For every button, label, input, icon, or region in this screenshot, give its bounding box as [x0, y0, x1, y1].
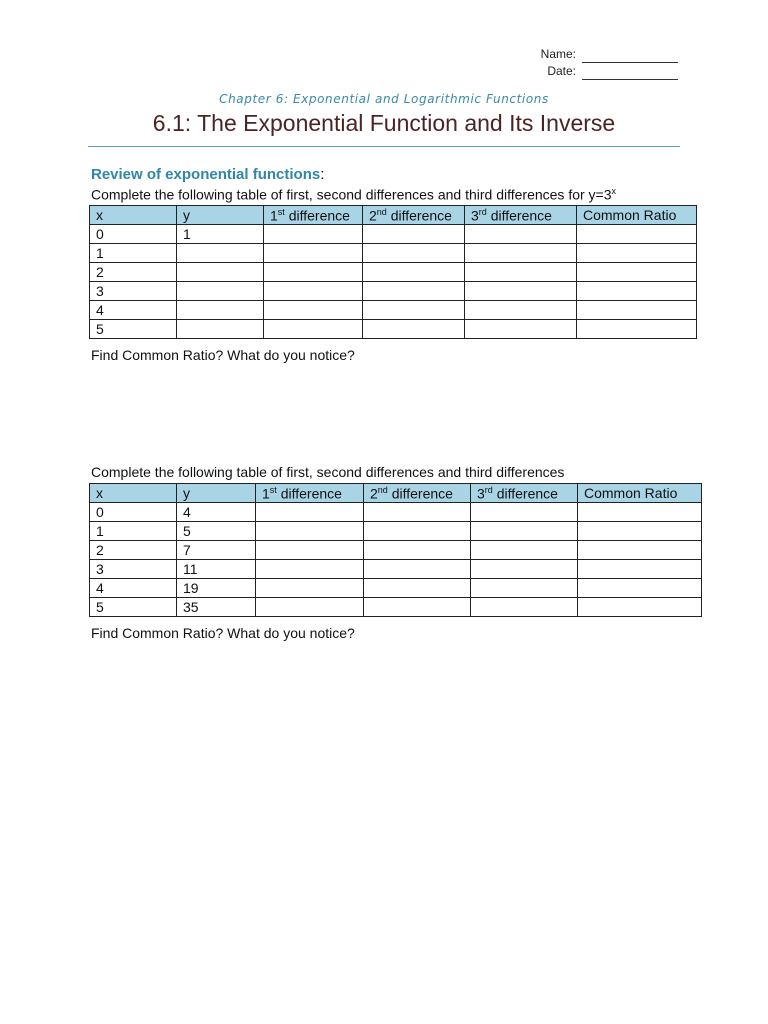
table-row — [90, 244, 697, 263]
cell-third-difference[interactable] — [465, 263, 577, 282]
col-header-common-ratio: Common Ratio — [577, 206, 697, 225]
cell-y[interactable] — [177, 320, 264, 339]
cell-y[interactable] — [177, 244, 264, 263]
cell-second-difference[interactable] — [363, 244, 465, 263]
cell-common-ratio[interactable] — [577, 244, 697, 263]
cell-y: 11 — [177, 560, 256, 579]
date-row — [520, 63, 678, 80]
table1-prompt-text: Complete the following table of first, second differences and third differences for y=3 — [91, 186, 612, 203]
cell-second-difference[interactable] — [364, 522, 471, 541]
cell-x: 5 — [90, 598, 177, 617]
cell-second-difference[interactable] — [364, 579, 471, 598]
cell-third-difference[interactable] — [471, 560, 578, 579]
cell-common-ratio[interactable] — [578, 598, 702, 617]
cell-x: 5 — [90, 320, 177, 339]
col-header-x: x — [90, 484, 177, 503]
cell-y[interactable] — [177, 301, 264, 320]
col-header-second-difference: 2nd difference — [364, 484, 471, 503]
cell-common-ratio[interactable] — [577, 320, 697, 339]
cell-second-difference[interactable] — [364, 541, 471, 560]
section-heading-text: Review of exponential functions — [91, 166, 321, 183]
col-header-third-difference: 3rd difference — [471, 484, 578, 503]
cell-second-difference[interactable] — [363, 320, 465, 339]
cell-second-difference[interactable] — [364, 598, 471, 617]
cell-y: 4 — [177, 503, 256, 522]
col-header-second-difference: 2nd difference — [363, 206, 465, 225]
cell-third-difference[interactable] — [465, 301, 577, 320]
cell-first-difference[interactable] — [256, 541, 364, 560]
cell-third-difference[interactable] — [471, 579, 578, 598]
name-label: Name: — [540, 47, 576, 61]
table-row — [90, 301, 697, 320]
table-row — [90, 282, 697, 301]
cell-common-ratio[interactable] — [578, 560, 702, 579]
cell-first-difference[interactable] — [264, 301, 363, 320]
cell-common-ratio[interactable] — [578, 541, 702, 560]
differences-table-1 — [89, 205, 697, 339]
cell-y[interactable]: 1 — [177, 225, 264, 244]
cell-third-difference[interactable] — [465, 244, 577, 263]
col-header-common-ratio: Common Ratio — [578, 484, 702, 503]
cell-first-difference[interactable] — [264, 244, 363, 263]
cell-common-ratio[interactable] — [578, 503, 702, 522]
cell-y: 19 — [177, 579, 256, 598]
cell-third-difference[interactable] — [471, 503, 578, 522]
cell-common-ratio[interactable] — [577, 301, 697, 320]
section-heading-colon: : — [320, 166, 325, 183]
cell-first-difference[interactable] — [264, 263, 363, 282]
cell-common-ratio[interactable] — [578, 522, 702, 541]
cell-first-difference[interactable] — [264, 282, 363, 301]
cell-first-difference[interactable] — [256, 579, 364, 598]
cell-y: 5 — [177, 522, 256, 541]
cell-x: 0 — [90, 503, 177, 522]
cell-x: 4 — [90, 301, 177, 320]
cell-common-ratio[interactable] — [578, 579, 702, 598]
table-header-row — [90, 484, 702, 503]
table-row — [90, 560, 702, 579]
col-header-first-difference: 1st difference — [264, 206, 363, 225]
table-row — [90, 263, 697, 282]
cell-third-difference[interactable] — [471, 522, 578, 541]
cell-third-difference[interactable] — [465, 225, 577, 244]
date-field[interactable] — [582, 66, 678, 80]
cell-third-difference[interactable] — [471, 541, 578, 560]
cell-third-difference[interactable] — [465, 282, 577, 301]
table1-prompt — [91, 186, 616, 203]
cell-x: 3 — [90, 560, 177, 579]
table2-question: Find Common Ratio? What do you notice? — [91, 625, 355, 641]
col-header-third-difference: 3rd difference — [465, 206, 577, 225]
col-header-x: x — [90, 206, 177, 225]
table-row — [90, 541, 702, 560]
cell-y[interactable] — [177, 263, 264, 282]
cell-common-ratio[interactable] — [577, 263, 697, 282]
cell-first-difference[interactable] — [256, 503, 364, 522]
name-date-block — [520, 46, 678, 80]
cell-third-difference[interactable] — [465, 320, 577, 339]
cell-y: 35 — [177, 598, 256, 617]
cell-second-difference[interactable] — [364, 503, 471, 522]
cell-x: 3 — [90, 282, 177, 301]
cell-y[interactable] — [177, 282, 264, 301]
table-row — [90, 579, 702, 598]
cell-x: 4 — [90, 579, 177, 598]
cell-x: 2 — [90, 263, 177, 282]
cell-second-difference[interactable] — [363, 225, 465, 244]
cell-second-difference[interactable] — [363, 301, 465, 320]
col-header-first-difference: 1st difference — [256, 484, 364, 503]
date-label: Date: — [547, 64, 576, 78]
page-title: 6.1: The Exponential Function and Its Inverse — [152, 110, 616, 136]
table-row — [90, 522, 702, 541]
table2-prompt: Complete the following table of first, second differences and third differences — [91, 464, 565, 480]
cell-first-difference[interactable] — [264, 225, 363, 244]
name-row — [520, 46, 678, 63]
cell-second-difference[interactable] — [363, 282, 465, 301]
cell-second-difference[interactable] — [363, 263, 465, 282]
cell-x: 0 — [90, 225, 177, 244]
table1-question: Find Common Ratio? What do you notice? — [91, 347, 355, 363]
cell-first-difference[interactable] — [264, 320, 363, 339]
cell-third-difference[interactable] — [471, 598, 578, 617]
cell-y: 7 — [177, 541, 256, 560]
cell-first-difference[interactable] — [256, 522, 364, 541]
col-header-y: y — [177, 206, 264, 225]
chapter-subtitle: Chapter 6: Exponential and Logarithmic Functions — [219, 92, 549, 106]
table1-prompt-exponent: x — [611, 186, 617, 196]
cell-x: 1 — [90, 522, 177, 541]
differences-table-2 — [89, 483, 702, 617]
cell-second-difference[interactable] — [364, 560, 471, 579]
cell-x: 1 — [90, 244, 177, 263]
section-heading — [91, 166, 324, 183]
table-row — [90, 320, 697, 339]
cell-x: 2 — [90, 541, 177, 560]
cell-common-ratio[interactable] — [577, 225, 697, 244]
col-header-y: y — [177, 484, 256, 503]
table-row — [90, 598, 702, 617]
cell-first-difference[interactable] — [256, 560, 364, 579]
table-header-row — [90, 206, 697, 225]
table-row — [90, 503, 702, 522]
cell-first-difference[interactable] — [256, 598, 364, 617]
cell-common-ratio[interactable] — [577, 282, 697, 301]
name-field[interactable] — [582, 49, 678, 63]
title-divider — [88, 146, 680, 147]
table-row — [90, 225, 697, 244]
